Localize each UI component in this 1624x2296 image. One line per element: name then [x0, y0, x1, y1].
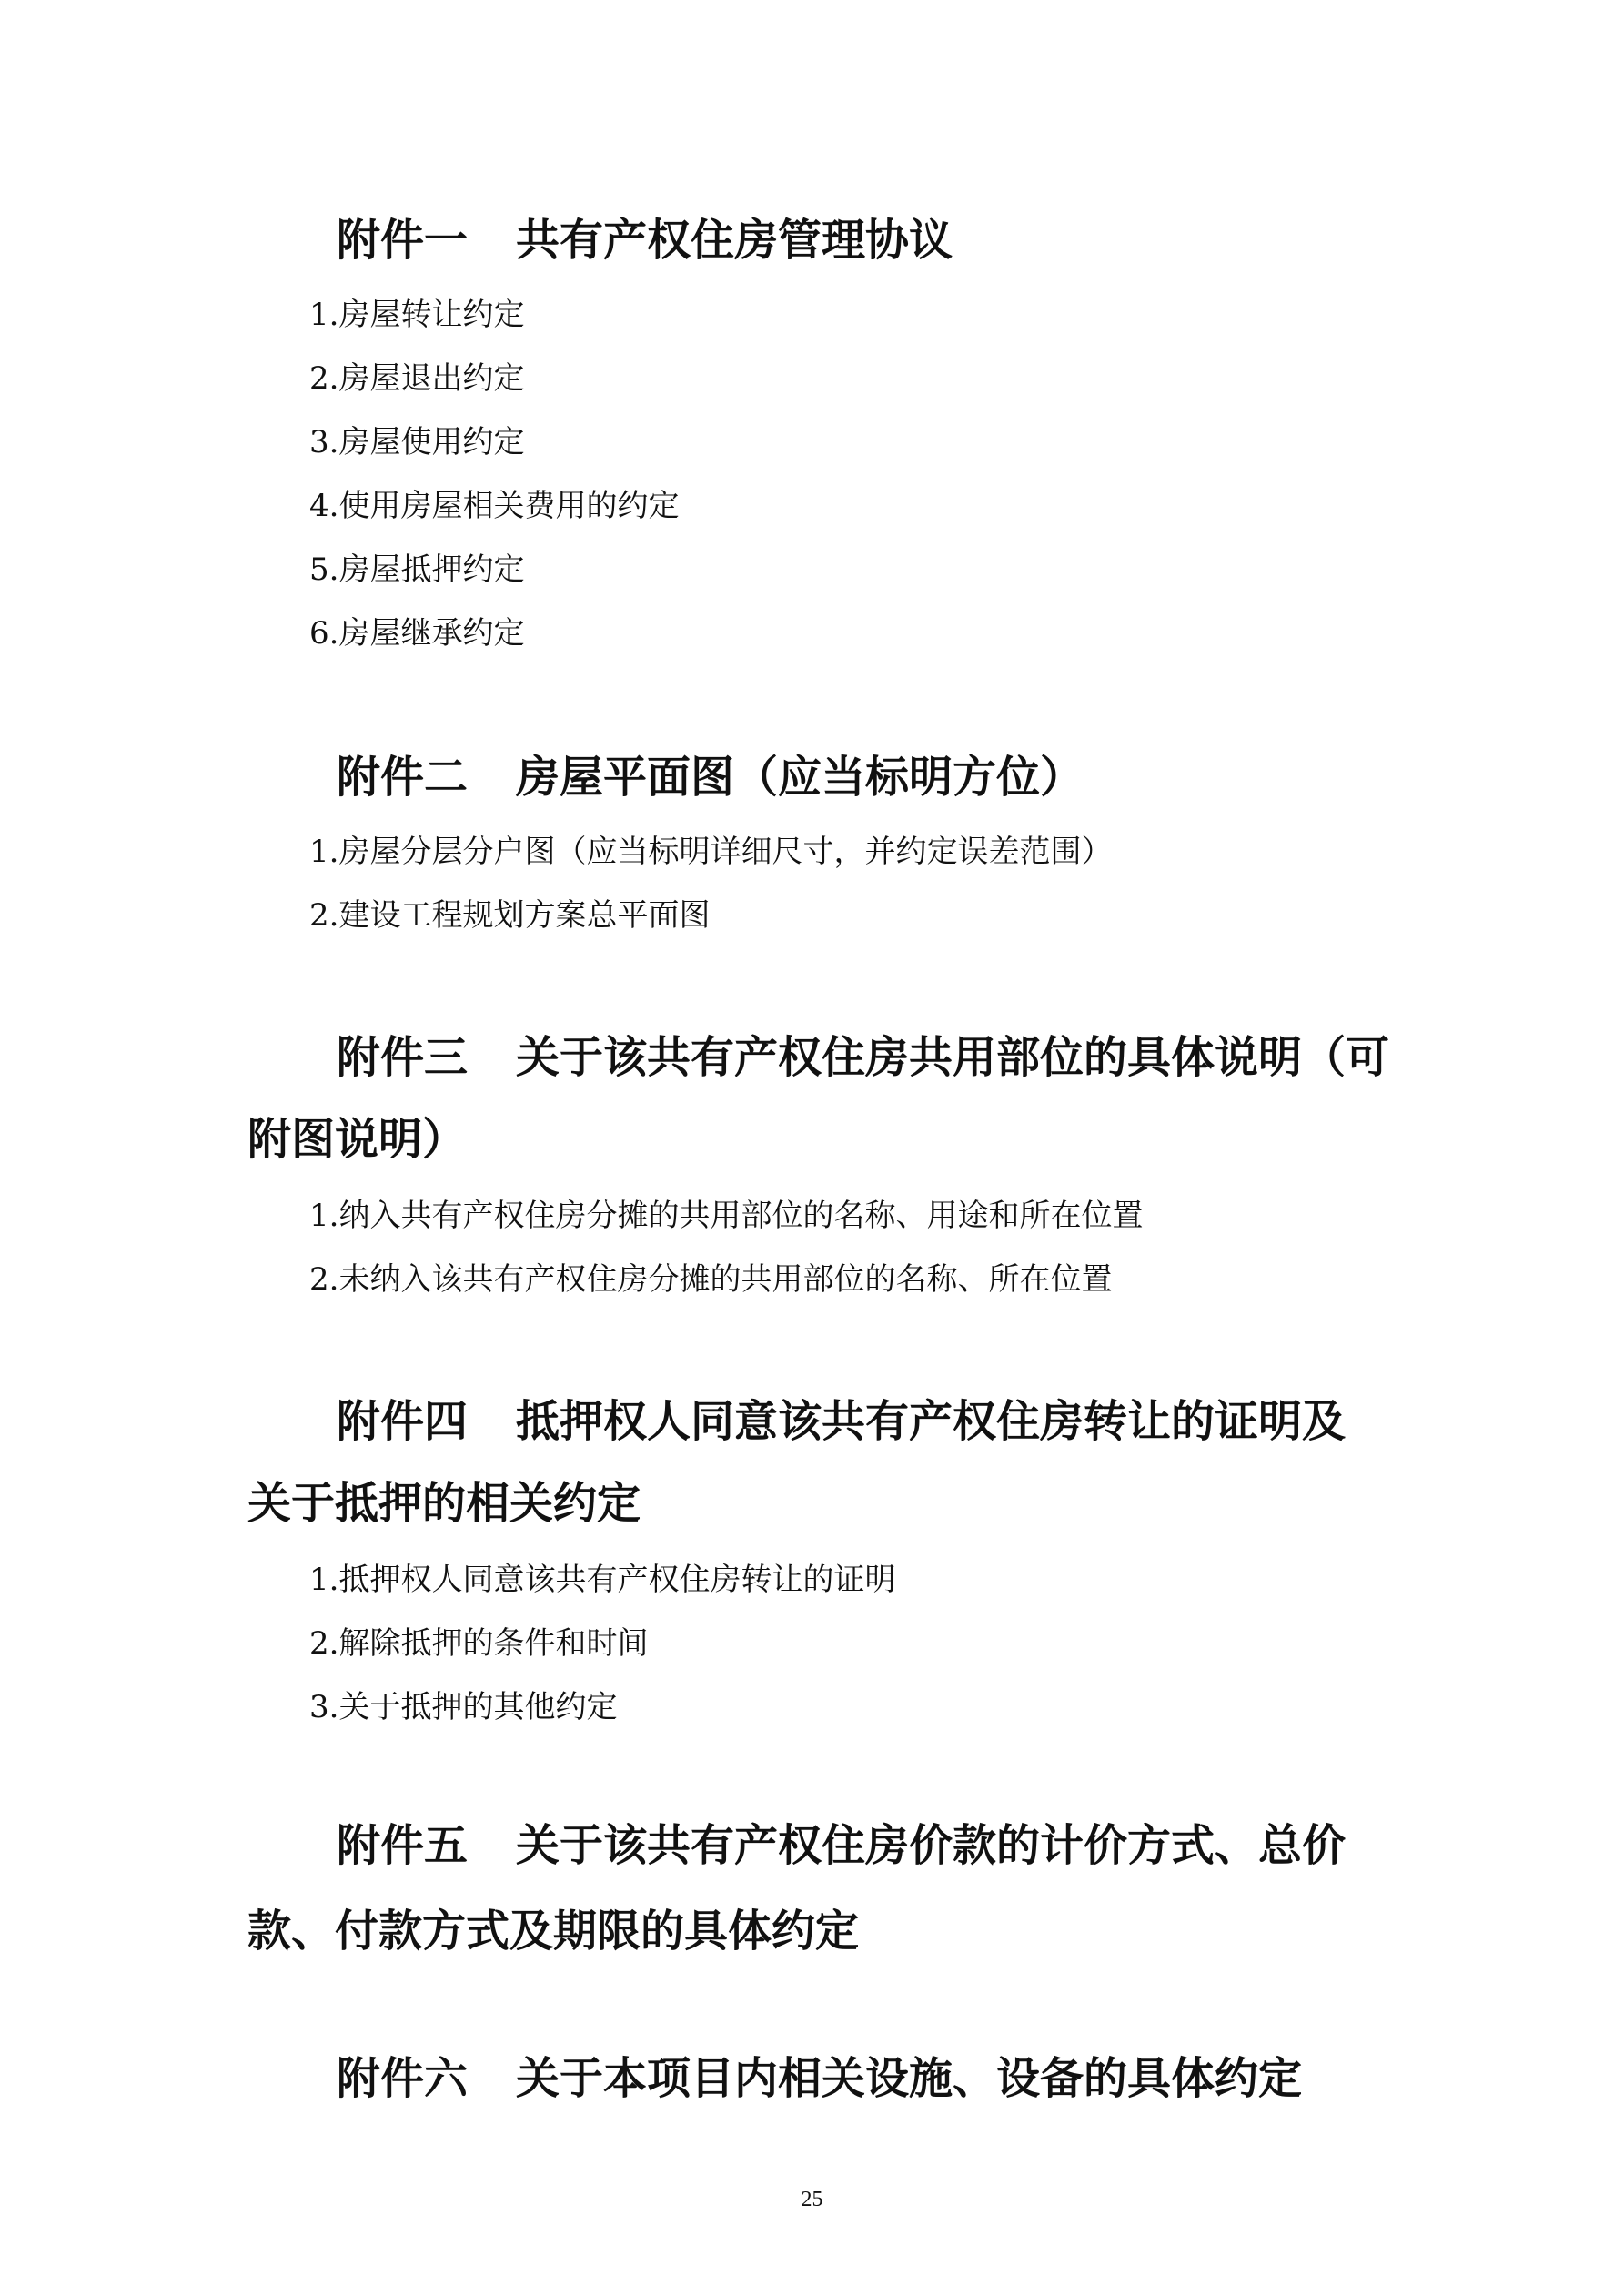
attachment-4-item: 3.关于抵押的其他约定	[309, 1689, 618, 1725]
attachment-3-label: 附件三	[337, 1032, 469, 1083]
attachment-2-title: 房屋平面图（应当标明方位）	[516, 752, 1084, 803]
attachment-4-item: 2.解除抵押的条件和时间	[309, 1625, 649, 1662]
attachment-4-title-line1: 抵押权人同意该共有产权住房转让的证明及	[516, 1396, 1347, 1447]
attachment-4-title-line2: 关于抵押的相关约定	[247, 1478, 641, 1529]
attachment-5-heading	[337, 1820, 1347, 1871]
attachment-1-item: 4.使用房屋相关费用的约定	[309, 488, 680, 524]
page-number: 25	[801, 2188, 823, 2211]
attachment-3-heading	[337, 1032, 1390, 1083]
attachment-5-title-line2: 款、付款方式及期限的具体约定	[247, 1906, 860, 1957]
attachment-2-heading	[337, 752, 1084, 803]
attachment-6-heading	[337, 2053, 1303, 2104]
attachment-1-label: 附件一	[337, 215, 469, 266]
attachment-3-title-line2: 附图说明）	[247, 1114, 467, 1165]
attachment-1-item: 5.房屋抵押约定	[309, 551, 525, 588]
attachment-1-item: 3.房屋使用约定	[309, 424, 525, 460]
attachment-1-heading	[337, 215, 953, 266]
attachment-2-label: 附件二	[337, 752, 469, 803]
attachment-3-item: 1.纳入共有产权住房分摊的共用部位的名称、用途和所在位置	[309, 1198, 1144, 1234]
attachment-5-title-line1: 关于该共有产权住房价款的计价方式、总价	[516, 1820, 1347, 1871]
attachment-4-item: 1.抵押权人同意该共有产权住房转让的证明	[309, 1562, 896, 1598]
attachment-1-item: 1.房屋转让约定	[309, 297, 525, 333]
attachment-3-title-line1: 关于该共有产权住房共用部位的具体说明（可	[516, 1032, 1390, 1083]
attachment-1-item: 6.房屋继承约定	[309, 615, 525, 652]
attachment-2-item: 1.房屋分层分户图（应当标明详细尺寸，并约定误差范围）	[309, 834, 1113, 870]
attachment-4-heading	[337, 1396, 1347, 1447]
attachment-1-item: 2.房屋退出约定	[309, 360, 525, 397]
attachment-1-title: 共有产权住房管理协议	[516, 215, 953, 266]
attachment-6-title: 关于本项目内相关设施、设备的具体约定	[516, 2053, 1303, 2104]
attachment-4-label: 附件四	[337, 1396, 469, 1447]
attachment-5-label: 附件五	[337, 1820, 469, 1871]
attachment-6-label: 附件六	[337, 2053, 469, 2104]
attachment-2-item: 2.建设工程规划方案总平面图	[309, 897, 711, 934]
attachment-3-item: 2.未纳入该共有产权住房分摊的共用部位的名称、所在位置	[309, 1261, 1113, 1298]
